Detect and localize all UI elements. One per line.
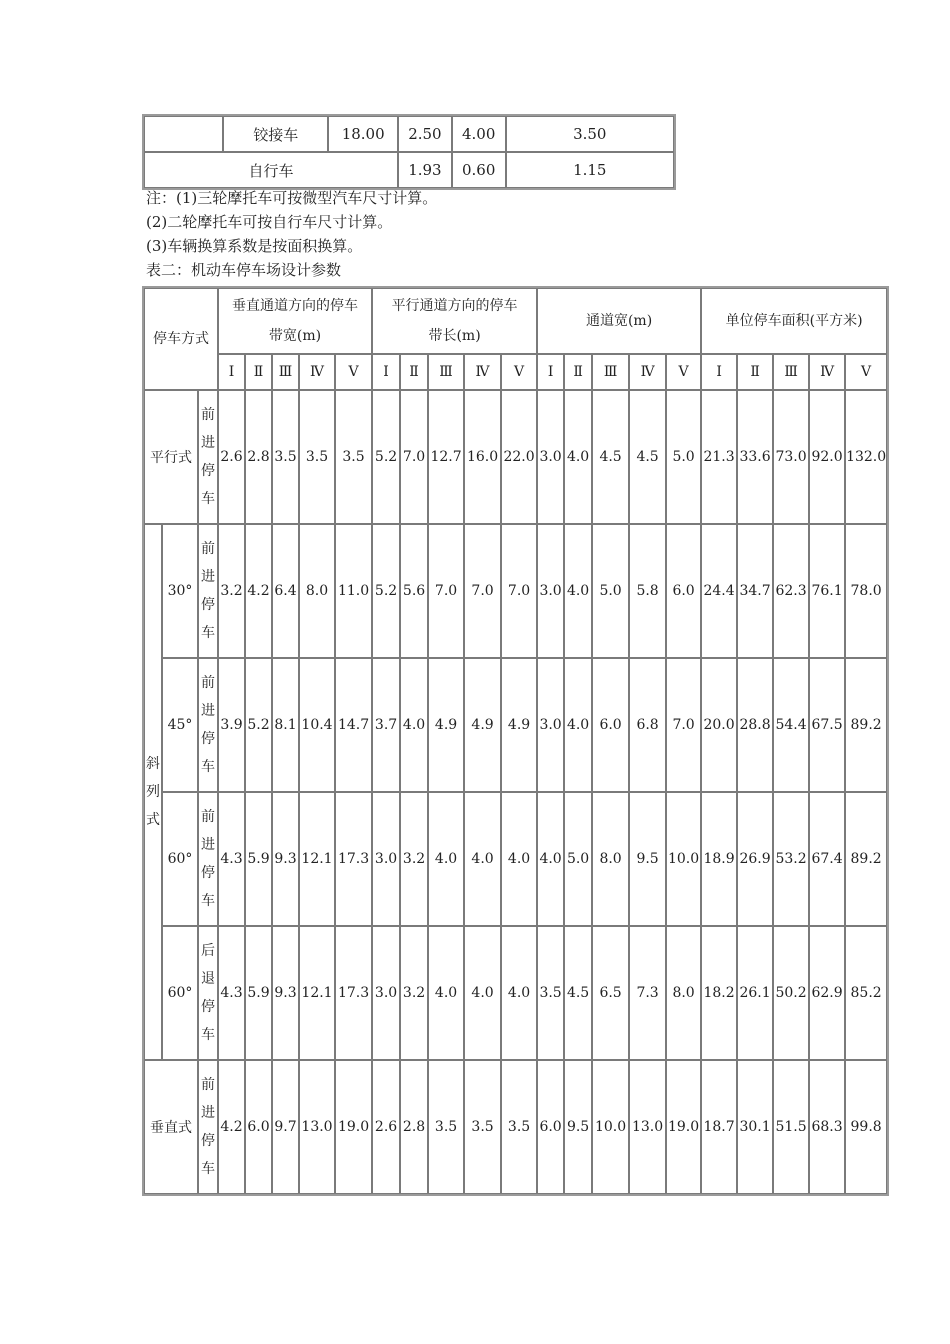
table-row [144, 152, 674, 188]
value-cell: 11.0 [335, 524, 372, 658]
value-cell: 3.0 [537, 524, 564, 658]
group-header: 通道宽(m) [537, 288, 701, 354]
value-cell: 3.5 [272, 390, 299, 524]
value-cell: 12.7 [428, 390, 464, 524]
value-cell: 12.1 [299, 926, 335, 1060]
note-line: 注：(1)三轮摩托车可按微型汽车尺寸计算。 [146, 189, 438, 207]
value-cell: 17.3 [335, 926, 372, 1060]
value-cell: 2.8 [400, 1060, 428, 1194]
group-header-line: 垂直通道方向的停车 [232, 298, 359, 314]
value-cell: 99.8 [845, 1060, 887, 1194]
value-cell: 24.4 [701, 524, 737, 658]
value-cell: 4.0 [537, 792, 564, 926]
value-cell: 4.0 [501, 792, 537, 926]
value-cell: 19.0 [335, 1060, 372, 1194]
value-cell: 3.2 [400, 792, 428, 926]
value-cell: 4.9 [428, 658, 464, 792]
header-row [144, 288, 887, 354]
table-cell: 0.60 [452, 152, 506, 188]
value-cell: 3.5 [428, 1060, 464, 1194]
value-cell: 4.0 [464, 926, 501, 1060]
table-row [144, 1060, 887, 1194]
value-cell: 76.1 [809, 524, 845, 658]
value-cell: 7.0 [464, 524, 501, 658]
class-header-cell: Ⅴ [501, 354, 537, 390]
value-cell: 54.4 [773, 658, 809, 792]
value-cell: 3.5 [464, 1060, 501, 1194]
value-cell: 9.7 [272, 1060, 299, 1194]
class-header-cell: Ⅱ [564, 354, 592, 390]
table-cell: 1.15 [506, 152, 674, 188]
corner-header: 停车方式 [144, 288, 218, 390]
value-cell: 26.9 [737, 792, 773, 926]
value-cell: 4.3 [218, 926, 245, 1060]
notes-block [146, 186, 437, 282]
value-cell: 5.0 [564, 792, 592, 926]
value-cell: 89.2 [845, 658, 887, 792]
value-cell: 3.5 [501, 1060, 537, 1194]
parking-type-cell [144, 524, 162, 1060]
table-row [144, 658, 887, 792]
value-cell: 5.9 [245, 926, 272, 1060]
angle-cell: 60° [162, 792, 198, 926]
value-cell: 5.8 [629, 524, 666, 658]
note-line: (3)车辆换算系数是按面积换算。 [146, 237, 363, 255]
value-cell: 62.3 [773, 524, 809, 658]
value-cell: 53.2 [773, 792, 809, 926]
class-header-row [144, 354, 887, 390]
value-cell: 9.5 [564, 1060, 592, 1194]
value-cell: 62.9 [809, 926, 845, 1060]
value-cell: 6.0 [592, 658, 629, 792]
value-cell: 4.5 [564, 926, 592, 1060]
mode-cell [198, 926, 218, 1060]
class-header-cell: Ⅲ [428, 354, 464, 390]
value-cell: 4.5 [592, 390, 629, 524]
parking-type-cell: 垂直式 [144, 1060, 198, 1194]
value-cell: 10.0 [592, 1060, 629, 1194]
class-header-cell: Ⅱ [400, 354, 428, 390]
value-cell: 73.0 [773, 390, 809, 524]
group-header: 单位停车面积(平方米) [701, 288, 887, 354]
value-cell: 3.5 [537, 926, 564, 1060]
class-header-cell: Ⅴ [666, 354, 701, 390]
value-cell: 4.0 [564, 524, 592, 658]
value-cell: 4.0 [501, 926, 537, 1060]
value-cell: 67.4 [809, 792, 845, 926]
mode-label: 前进停车 [201, 541, 215, 641]
group-header [372, 288, 537, 354]
value-cell: 9.5 [629, 792, 666, 926]
value-cell: 20.0 [701, 658, 737, 792]
class-header-cell: Ⅲ [773, 354, 809, 390]
class-header-cell: Ⅴ [845, 354, 887, 390]
mode-cell [198, 390, 218, 524]
value-cell: 17.3 [335, 792, 372, 926]
vehicle-label: 自行车 [144, 152, 398, 188]
mode-label: 后退停车 [201, 943, 215, 1043]
value-cell: 5.0 [592, 524, 629, 658]
parking-type-cell: 平行式 [144, 390, 198, 524]
value-cell: 4.0 [564, 658, 592, 792]
angle-cell: 30° [162, 524, 198, 658]
value-cell: 50.2 [773, 926, 809, 1060]
value-cell: 18.7 [701, 1060, 737, 1194]
value-cell: 8.0 [299, 524, 335, 658]
value-cell: 132.0 [845, 390, 887, 524]
value-cell: 7.0 [501, 524, 537, 658]
value-cell: 7.0 [428, 524, 464, 658]
value-cell: 2.6 [372, 1060, 400, 1194]
class-header-cell: Ⅲ [272, 354, 299, 390]
value-cell: 3.2 [218, 524, 245, 658]
value-cell: 8.0 [592, 792, 629, 926]
group-header [218, 288, 372, 354]
class-header-cell: Ⅳ [809, 354, 845, 390]
value-cell: 9.3 [272, 926, 299, 1060]
table-cell: 4.00 [452, 116, 506, 152]
value-cell: 8.0 [666, 926, 701, 1060]
mode-cell [198, 524, 218, 658]
table-row [144, 926, 887, 1060]
value-cell: 7.0 [666, 658, 701, 792]
class-header-cell: Ⅰ [537, 354, 564, 390]
value-cell: 4.0 [564, 390, 592, 524]
value-cell: 51.5 [773, 1060, 809, 1194]
mode-cell [198, 1060, 218, 1194]
class-header-cell: Ⅳ [464, 354, 501, 390]
value-cell: 5.2 [372, 390, 400, 524]
value-cell: 18.9 [701, 792, 737, 926]
value-cell: 4.0 [464, 792, 501, 926]
table-cell: 3.50 [506, 116, 674, 152]
mode-cell [198, 658, 218, 792]
class-header-cell: Ⅳ [299, 354, 335, 390]
value-cell: 3.5 [299, 390, 335, 524]
value-cell: 68.3 [809, 1060, 845, 1194]
value-cell: 67.5 [809, 658, 845, 792]
class-header-cell: Ⅱ [737, 354, 773, 390]
value-cell: 3.2 [400, 926, 428, 1060]
class-header-cell: Ⅱ [245, 354, 272, 390]
value-cell: 4.5 [629, 390, 666, 524]
value-cell: 4.0 [428, 792, 464, 926]
value-cell: 12.1 [299, 792, 335, 926]
value-cell: 16.0 [464, 390, 501, 524]
value-cell: 30.1 [737, 1060, 773, 1194]
value-cell: 4.9 [464, 658, 501, 792]
value-cell: 4.0 [400, 658, 428, 792]
mode-label: 前进停车 [201, 1077, 215, 1177]
value-cell: 5.6 [400, 524, 428, 658]
value-cell: 6.8 [629, 658, 666, 792]
mode-label: 前进停车 [201, 675, 215, 775]
value-cell: 4.9 [501, 658, 537, 792]
value-cell: 26.1 [737, 926, 773, 1060]
value-cell: 3.7 [372, 658, 400, 792]
group-header-line: 带宽(m) [268, 328, 322, 344]
value-cell: 6.4 [272, 524, 299, 658]
table-caption: 表二：机动车停车场设计参数 [146, 261, 342, 279]
table-row [144, 390, 887, 524]
value-cell: 34.7 [737, 524, 773, 658]
value-cell: 3.0 [537, 658, 564, 792]
table-cell [144, 116, 223, 152]
value-cell: 2.8 [245, 390, 272, 524]
value-cell: 13.0 [629, 1060, 666, 1194]
table-row [144, 524, 887, 658]
table-cell: 2.50 [398, 116, 452, 152]
value-cell: 7.0 [400, 390, 428, 524]
value-cell: 28.8 [737, 658, 773, 792]
value-cell: 4.0 [428, 926, 464, 1060]
value-cell: 13.0 [299, 1060, 335, 1194]
angle-cell: 45° [162, 658, 198, 792]
mode-label: 前进停车 [201, 407, 215, 507]
value-cell: 10.0 [666, 792, 701, 926]
value-cell: 6.0 [537, 1060, 564, 1194]
value-cell: 3.0 [537, 390, 564, 524]
note-line: (2)二轮摩托车可按自行车尺寸计算。 [146, 213, 393, 231]
value-cell: 21.3 [701, 390, 737, 524]
parking-type-label: 斜列式 [146, 756, 160, 828]
value-cell: 2.6 [218, 390, 245, 524]
group-header-line: 平行通道方向的停车 [391, 298, 518, 314]
value-cell: 6.0 [245, 1060, 272, 1194]
table-cell: 18.00 [328, 116, 398, 152]
value-cell: 18.2 [701, 926, 737, 1060]
mode-label: 前进停车 [201, 809, 215, 909]
value-cell: 10.4 [299, 658, 335, 792]
value-cell: 5.2 [372, 524, 400, 658]
class-header-cell: Ⅴ [335, 354, 372, 390]
class-header-cell: Ⅲ [592, 354, 629, 390]
vehicle-label: 铰接车 [223, 116, 328, 152]
value-cell: 78.0 [845, 524, 887, 658]
value-cell: 14.7 [335, 658, 372, 792]
value-cell: 5.9 [245, 792, 272, 926]
value-cell: 19.0 [666, 1060, 701, 1194]
value-cell: 3.0 [372, 792, 400, 926]
table-row [144, 792, 887, 926]
value-cell: 33.6 [737, 390, 773, 524]
class-header-cell: Ⅳ [629, 354, 666, 390]
value-cell: 4.2 [218, 1060, 245, 1194]
value-cell: 6.5 [592, 926, 629, 1060]
value-cell: 7.3 [629, 926, 666, 1060]
value-cell: 4.3 [218, 792, 245, 926]
value-cell: 3.5 [335, 390, 372, 524]
value-cell: 22.0 [501, 390, 537, 524]
mode-cell [198, 792, 218, 926]
table-row [144, 116, 674, 152]
table-cell: 1.93 [398, 152, 452, 188]
value-cell: 9.3 [272, 792, 299, 926]
group-header-line: 带长(m) [428, 328, 481, 344]
class-header-cell: Ⅰ [372, 354, 400, 390]
value-cell: 6.0 [666, 524, 701, 658]
value-cell: 5.0 [666, 390, 701, 524]
class-header-cell: Ⅰ [218, 354, 245, 390]
vehicle-size-table [142, 114, 676, 190]
value-cell: 3.9 [218, 658, 245, 792]
value-cell: 4.2 [245, 524, 272, 658]
angle-cell: 60° [162, 926, 198, 1060]
parking-design-table [142, 286, 889, 1196]
value-cell: 8.1 [272, 658, 299, 792]
class-header-cell: Ⅰ [701, 354, 737, 390]
value-cell: 89.2 [845, 792, 887, 926]
value-cell: 5.2 [245, 658, 272, 792]
value-cell: 3.0 [372, 926, 400, 1060]
value-cell: 92.0 [809, 390, 845, 524]
value-cell: 85.2 [845, 926, 887, 1060]
